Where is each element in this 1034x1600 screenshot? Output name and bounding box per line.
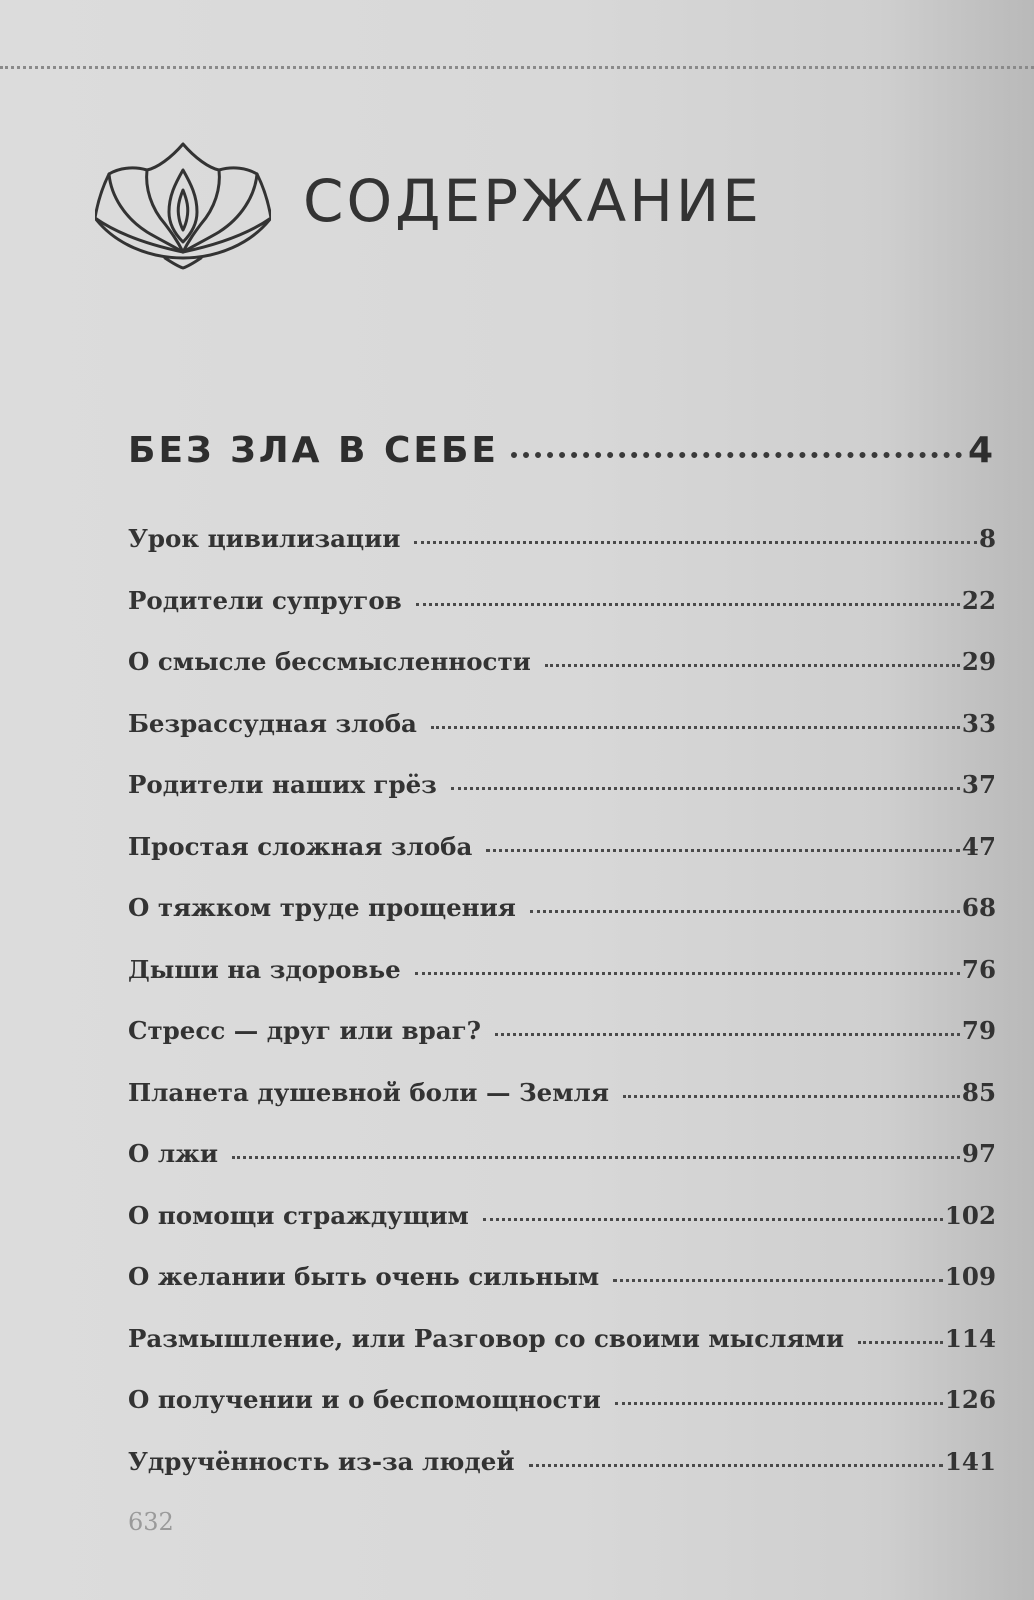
toc-entry-title: О лжи <box>128 1139 219 1168</box>
toc-entry-page: 102 <box>944 1200 996 1230</box>
toc-entry[interactable] <box>128 955 996 1017</box>
dot-leader <box>623 1095 960 1098</box>
toc-entry[interactable] <box>128 832 996 894</box>
toc-entry-title: О тяжком труде прощения <box>128 893 516 922</box>
dot-leader <box>511 452 962 458</box>
dot-leader <box>858 1341 943 1344</box>
top-dotted-rule <box>0 66 1034 69</box>
toc-entry-title: Размышление, или Разговор со своими мыслями <box>128 1323 844 1353</box>
toc-entry-title: О смысле бессмысленности <box>128 647 531 676</box>
toc-entry[interactable] <box>128 1201 996 1263</box>
toc-entry-page: 29 <box>961 647 996 676</box>
toc-entry[interactable] <box>128 586 996 648</box>
dot-leader <box>415 972 960 975</box>
lotus-icon <box>95 140 271 270</box>
toc-entry[interactable] <box>128 647 996 709</box>
toc-entry-title: О помощи страждущим <box>128 1200 469 1230</box>
toc-entry-page: 33 <box>961 708 996 738</box>
toc-entry-title: Стресс — друг или враг? <box>128 1016 482 1045</box>
dot-leader <box>529 1464 943 1467</box>
section-title: БЕЗ ЗЛА В СЕБЕ <box>128 430 500 471</box>
dot-leader <box>530 910 960 913</box>
toc-entry-page: 141 <box>944 1446 996 1476</box>
page-title: СОДЕРЖАНИЕ <box>303 167 762 235</box>
toc-list <box>128 524 996 1508</box>
toc-entry-title: О желании быть очень сильным <box>128 1262 600 1291</box>
toc-entry-title: Безрассудная злоба <box>128 708 417 738</box>
toc-entry-title: Удручённость из-за людей <box>128 1446 515 1476</box>
toc-entry-page: 126 <box>944 1385 996 1414</box>
dot-leader <box>615 1402 943 1405</box>
toc-entry-page: 68 <box>961 893 996 922</box>
toc-entry-page: 109 <box>944 1262 996 1291</box>
dot-leader <box>486 849 960 852</box>
toc-entry-page: 76 <box>961 954 996 984</box>
toc-entry[interactable] <box>128 1016 996 1078</box>
dot-leader <box>545 664 960 667</box>
toc-entry-title: Урок цивилизации <box>128 524 401 553</box>
toc-entry[interactable] <box>128 1324 996 1386</box>
dot-leader <box>416 603 960 606</box>
toc-entry[interactable] <box>128 1385 996 1447</box>
toc-entry[interactable] <box>128 1447 996 1509</box>
toc-entry-title: Дыши на здоровье <box>128 954 401 984</box>
toc-entry[interactable] <box>128 1078 996 1140</box>
toc-entry-page: 37 <box>961 770 996 799</box>
contents-header <box>95 140 762 270</box>
dot-leader <box>232 1156 960 1159</box>
toc-entry-title: Родители наших грёз <box>128 770 437 799</box>
section-page-number: 4 <box>967 430 996 471</box>
toc-entry-page: 85 <box>961 1077 996 1107</box>
dot-leader <box>613 1279 943 1282</box>
toc-entry-page: 114 <box>944 1323 996 1353</box>
toc-entry[interactable] <box>128 770 996 832</box>
toc-section-heading[interactable] <box>128 430 996 471</box>
toc-entry-page: 8 <box>978 524 996 553</box>
toc-entry-page: 97 <box>961 1139 996 1168</box>
dot-leader <box>451 787 960 790</box>
dot-leader <box>414 541 976 544</box>
page-number: 632 <box>128 1508 174 1536</box>
dot-leader <box>483 1218 943 1221</box>
toc-entry-page: 79 <box>961 1016 996 1045</box>
toc-entry[interactable] <box>128 1262 996 1324</box>
toc-entry-title: Планета душевной боли — Земля <box>128 1077 609 1107</box>
toc-entry-title: Родители супругов <box>128 585 402 615</box>
dot-leader <box>495 1033 960 1036</box>
toc-entry-title: О получении и о беспомощности <box>128 1385 601 1414</box>
toc-entry[interactable] <box>128 893 996 955</box>
toc-entry[interactable] <box>128 524 996 586</box>
toc-entry-title: Простая сложная злоба <box>128 831 473 861</box>
toc-entry[interactable] <box>128 709 996 771</box>
toc-entry-page: 47 <box>961 831 996 861</box>
dot-leader <box>431 726 960 729</box>
toc-entry-page: 22 <box>961 585 996 615</box>
toc-entry[interactable] <box>128 1139 996 1201</box>
